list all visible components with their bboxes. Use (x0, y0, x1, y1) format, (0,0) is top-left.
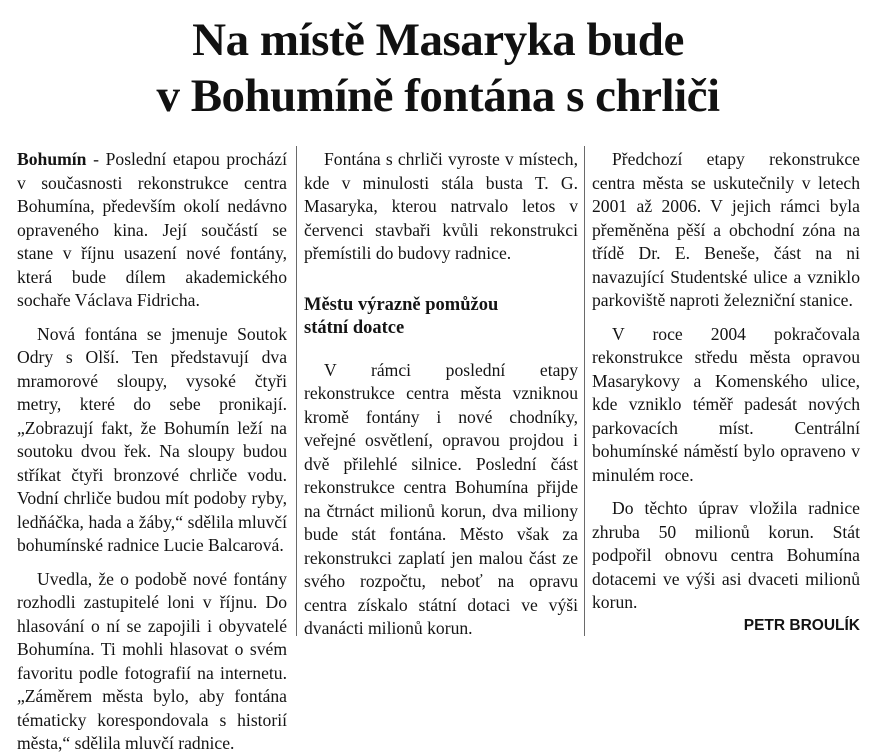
paragraph-gap (17, 558, 287, 568)
dateline: Bohumín (17, 149, 87, 169)
paragraph-2004: V roce 2004 pokračovala rekonstrukce středu města opravou Masarykovy a Komenského ulice, kde vzniklo téměř padesát nových parkovacích míst. Centrální bohumínské náměstí bylo opraveno v minulém roce. (592, 323, 860, 485)
headline-line-1: Na místě Masaryka bude (192, 14, 684, 66)
paragraph-bust-location: Fontána s chrliči vyroste v místech, kde v minulosti stála busta T. G. Masaryka, kterou natrvalo letos v červenci stavbaři kvůli rekonstrukci přemístili do budovy radnice. (304, 149, 578, 263)
section-subheading: Městu výrazně pomůžou státní doatce (304, 294, 499, 338)
paragraph-costs: V rámci poslední etapy rekonstrukce centra města vzniknou kromě fontány i nové chodníky, veřejné osvětlení, opravou projdou i dvě přilehlé silnice. Poslední část rekonstrukce centra Bohumína přijde na čtrnáct milionů korun, dva miliony bude stát fontána. Město však za rekonstrukci zaplatí jen malou část ze svého rozpočtu, neboť na opravu centra získalo státní dotaci ve výši dvanácti milionů korun. (304, 359, 578, 638)
article-headline (0, 12, 876, 124)
paragraph-gap (592, 487, 860, 497)
lead-paragraph (17, 148, 287, 313)
column-1 (17, 148, 287, 753)
author-byline: PETR BROULÍK (743, 616, 860, 634)
paragraph-gap (17, 313, 287, 323)
paragraph-fountain-description: Nová fontána se jmenuje Soutok Odry s Olší. Ten představují dva mramorové sloupy, vysoké čtyři metry, které do sebe pronikají. „Zobrazují fakt, že Bohumín leží na soutoku dvou řek. Na sloupy budou stříkat čtyři bronzové chrliče vodu. Vodní chrliče budou mít podoby ryby, ledňáčka, hada a žáby,“ sdělila mluvčí bohumínské radnice Lucie Balcarová. (17, 323, 287, 555)
paragraph-vote: Uvedla, že o podobě nové fontány rozhodli zastupitelé loni v říjnu. Do hlasování o ní se zapojili i obyvatelé Bohumína. Ti mohli hlasovat o svém favoritu podle fotografií na internetu. „Záměrem města bylo, aby fontána tématicky korespondovala s historií města,“ sdělila mluvčí radnice. (17, 568, 287, 753)
paragraph-gap (592, 313, 860, 323)
column-divider (296, 146, 297, 636)
paragraph-previous-stages: Předchozí etapy rekonstrukce centra města se uskutečnily v letech 2001 až 2006. V jejich rámci byla přeměněna pěší a obchodní zóna na třídě Dr. E. Beneše, část na ni navazující Studentské ulice a vzniklo parkoviště naproti železniční stanice. (592, 149, 860, 310)
section-spacer (304, 266, 578, 294)
lead-text: - Poslední etapou prochází v současnosti rekonstrukce centra Bohumína, především okolí nedávno opraveného kina. Její součástí se stane v říjnu usazení nové fontány, která bude dílem akademického sochaře Václava Fidricha. (17, 149, 287, 310)
column-2 (304, 148, 578, 638)
column-divider (584, 146, 585, 636)
column-3 (592, 148, 860, 638)
headline-line-2: v Bohumíně fontána s chrliči (156, 70, 720, 122)
paragraph-funding: Do těchto úprav vložila radnice zhruba 50 milionů korun. Stát podpořil obnovu centra Bohumína dotacemi ve výši asi dvaceti milionů korun. (592, 498, 860, 612)
